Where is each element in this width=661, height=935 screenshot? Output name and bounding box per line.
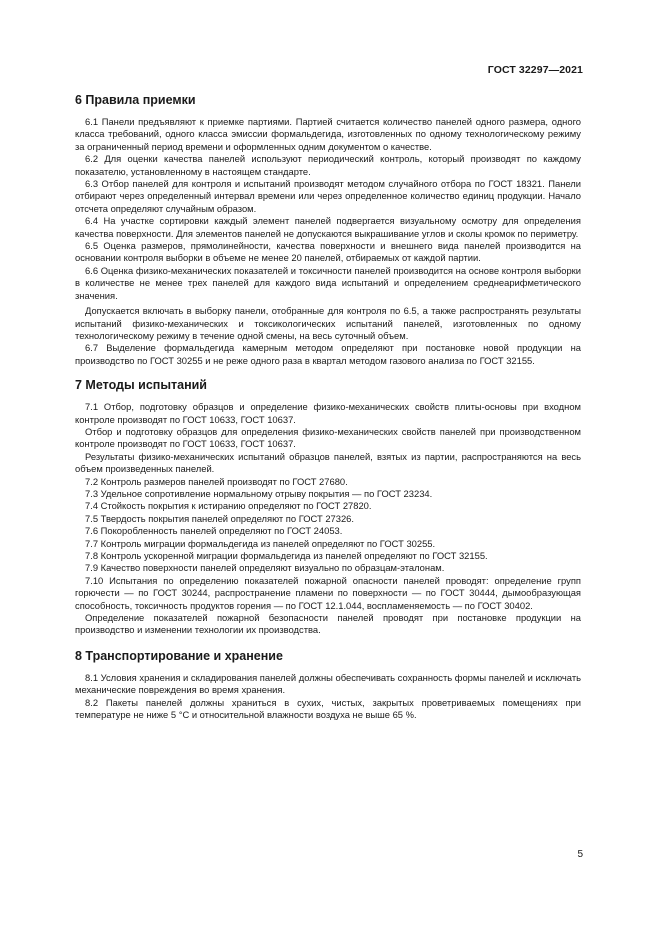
paragraph-6-5: 6.5 Оценка размеров, прямолинейности, качества поверхности и внешнего вида панелей производится на основании контроля выборки в объеме не менее 20 панелей, отбираемых от каждой партии. bbox=[75, 240, 581, 264]
paragraph-7-4: 7.4 Стойкость покрытия к истиранию определяют по ГОСТ 27820. bbox=[85, 500, 372, 512]
document-body bbox=[75, 88, 581, 721]
paragraph-7-10-fire-safety: Определение показателей пожарной безопасности панелей проводят при постановке продукции на производство и изменении технологии их производства. bbox=[75, 612, 581, 636]
paragraph-7-8: 7.8 Контроль ускоренной миграции формальдегида из панелей определяют по ГОСТ 32155. bbox=[85, 550, 488, 561]
paragraph-6-6-addendum: Допускается включать в выборку панели, отобранные для контроля по 6.5, а также распространять результаты испытаний физико-механических и токсикологических испытаний панелей, изготовленных по одному технологическому режиму в течение одной смены, на весь суточный объем. bbox=[75, 305, 581, 341]
paragraph-7-10: 7.10 Испытания по определению показателей пожарной опасности панелей проводят: определение групп горючести — по ГОСТ 30244, распространение пламени по поверхности — по ГОСТ 30444, дымообразующая способность, токсичность продуктов горения — по ГОСТ 12.1.044, воспламеняемость — по ГОСТ 30402. bbox=[75, 574, 581, 611]
section-transport-storage bbox=[75, 649, 581, 722]
paragraph-7-2: 7.2 Контроль размеров панелей производят по ГОСТ 27680. bbox=[85, 475, 348, 487]
document-code-header: ГОСТ 32297—2021 bbox=[487, 64, 583, 76]
paragraph-7-3: 7.3 Удельное сопротивление нормальному отрыву покрытия — по ГОСТ 23234. bbox=[85, 487, 433, 499]
paragraph-6-1: 6.1 Панели предъявляют к приемке партиями. Партией считается количество панелей одного размера, одного класса требований, одного класса эмиссии формальдегида, изготовленных по одному технологическому режиму за ограниченный период времени и оформленных одним документом о качестве. bbox=[75, 116, 581, 152]
paragraph-7-1-results: Результаты физико-механических испытаний образцов панелей, взятых из партии, распространяются на весь объем произведенных панелей. bbox=[75, 450, 581, 475]
section-title: 8 Транспортирование и хранение bbox=[75, 648, 283, 663]
paragraph-8-1: 8.1 Условия хранения и складирования панелей должны обеспечивать сохранность формы панелей и исключать механические повреждения во время хранения. bbox=[75, 671, 581, 696]
page-number: 5 bbox=[577, 849, 583, 860]
paragraph-7-1-production: Отбор и подготовку образцов для определения физико-механических свойств панелей при производственном контроле производят по ГОСТ 10633, ГОСТ 10637. bbox=[75, 425, 581, 450]
paragraph-8-2: 8.2 Пакеты панелей должны храниться в сухих, чистых, закрытых проветриваемых помещениях при температуре не ниже 5 °С и относительной влажности воздуха не выше 65 %. bbox=[75, 696, 581, 721]
paragraph-6-2: 6.2 Для оценки качества панелей используют периодический контроль, который производят по каждому показателю, установленному в настоящем стандарте. bbox=[75, 153, 581, 177]
paragraph-7-6: 7.6 Покоробленность панелей определяют по ГОСТ 24053. bbox=[85, 525, 343, 537]
paragraph-6-6: 6.6 Оценка физико-механических показателей и токсичности панелей производится на основе контроля выборки в количестве не менее трех панелей для каждого вида испытаний и определением среднеарифметического значения. bbox=[75, 264, 581, 301]
section-title: 6 Правила приемки bbox=[75, 93, 196, 107]
section-title: 7 Методы испытаний bbox=[75, 378, 207, 393]
paragraph-7-1: 7.1 Отбор, подготовку образцов и определение физико-механических свойств плиты-основы при входном контроле производят по ГОСТ 10633, ГОСТ 10637. bbox=[75, 401, 581, 425]
paragraph-6-4: 6.4 На участке сортировки каждый элемент панелей подвергается визуальному осмотру для определения качества поверхности. Для элементов панелей не допускаются выкрашивание углов и сколы кромок по периметру. bbox=[75, 215, 581, 239]
section-test-methods bbox=[75, 378, 581, 637]
section-acceptance-rules bbox=[75, 93, 581, 367]
paragraph-7-7: 7.7 Контроль миграции формальдегида из панелей определяют по ГОСТ 30255. bbox=[85, 537, 436, 549]
paragraph-7-9: 7.9 Качество поверхности панелей определяют визуально по образцам-эталонам. bbox=[85, 562, 445, 574]
paragraph-6-7: 6.7 Выделение формальдегида камерным методом определяют при постановке новой продукции на производство по ГОСТ 30255 и не реже одного раза в квартал методом газового анализа по ГОСТ 32155. bbox=[75, 342, 581, 366]
paragraph-6-3: 6.3 Отбор панелей для контроля и испытаний производят методом случайного отбора по ГОСТ 18321. Панели отбирают через определенный интервал времени или через определенное количество единиц продукции. Начало отсчета определяют случайным образом. bbox=[75, 178, 581, 214]
paragraph-7-5: 7.5 Твердость покрытия панелей определяют по ГОСТ 27326. bbox=[85, 512, 355, 524]
